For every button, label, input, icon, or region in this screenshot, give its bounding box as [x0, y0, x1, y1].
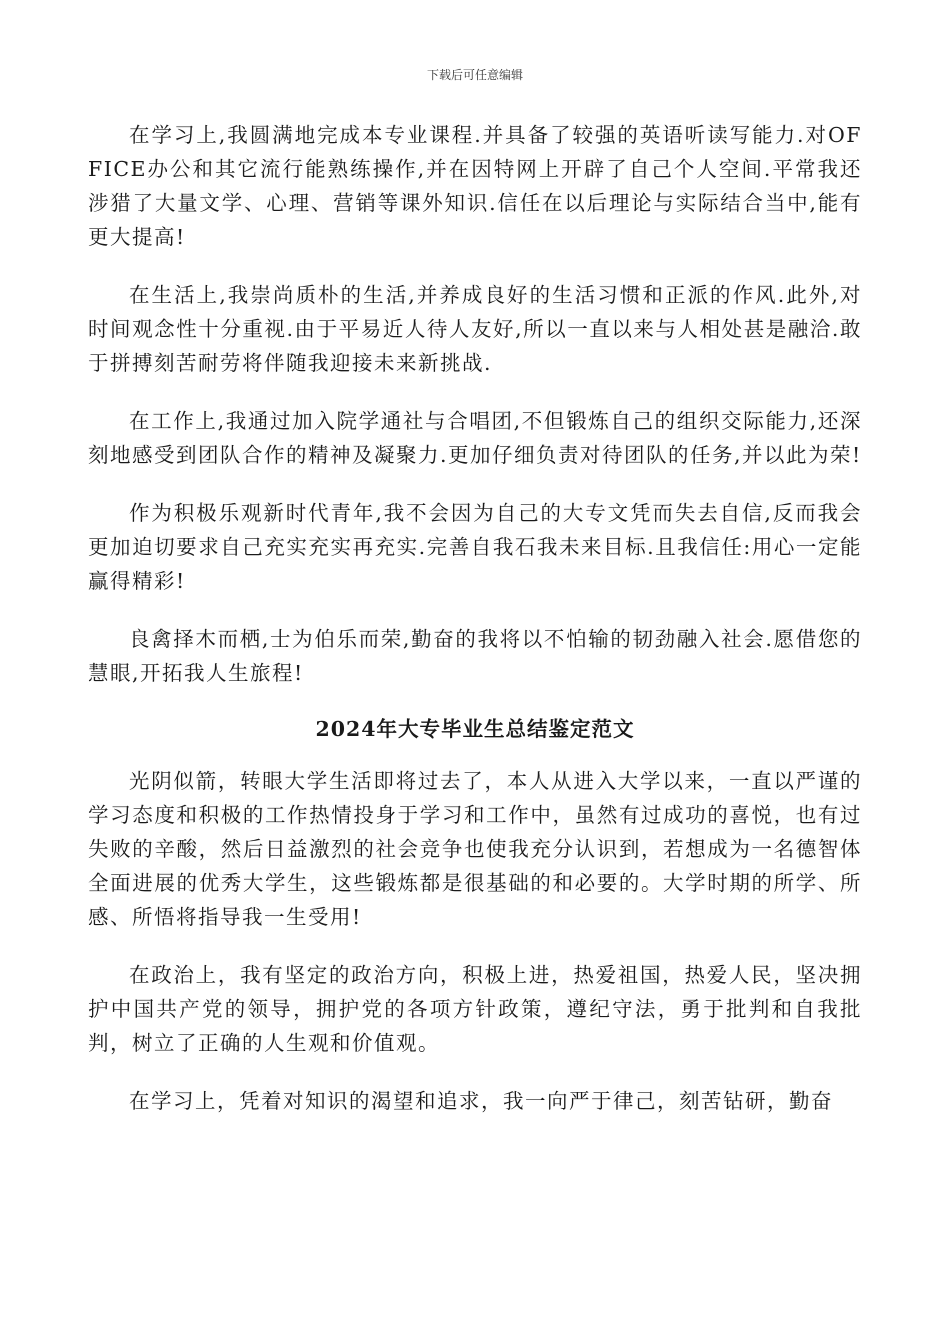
paragraph-life: 在生活上,我崇尚质朴的生活,并养成良好的生活习惯和正派的作风.此外,对时间观念性十分重视.由于平易近人待人友好,所以一直以来与人相处甚是融洽.敢于拼搏刻苦耐劳将伴随我迎接未来新挑战.: [88, 283, 862, 375]
paragraph-work: 在工作上,我通过加入院学通社与合唱团,不但锻炼自己的组织交际能力,还深刻地感受到团队合作的精神及凝聚力.更加仔细负责对待团队的任务,并以此为荣!: [88, 409, 862, 467]
paragraph-study: 在学习上,我圆满地完成本专业课程.并具备了较强的英语听读写能力.对OFFICE办公和其它流行能熟练操作,并在因特网上开辟了自己个人空间.平常我还涉猎了大量文学、心理、营销等课外知识.信任在以后理论与实际结合当中,能有更大提高!: [88, 123, 862, 249]
paragraph-closing: 良禽择木而栖,士为伯乐而荣,勤奋的我将以不怕输的韧劲融入社会.愿借您的慧眼,开拓我人生旅程!: [88, 627, 862, 685]
document-body: [88, 118, 862, 1142]
section-title: 2024年大专毕业生总结鉴定范文: [315, 717, 635, 741]
paragraph-attitude: 作为积极乐观新时代青年,我不会因为自己的大专文凭而失去自信,反而我会更加迫切要求自己充实充实再充实.完善自我石我未来目标.且我信任:用心一定能赢得精彩!: [88, 501, 862, 593]
paragraph-politics: 在政治上，我有坚定的政治方向，积极上进，热爱祖国，热爱人民，坚决拥护中国共产党的领导，拥护党的各项方针政策，遵纪守法，勇于批判和自我批判，树立了正确的人生观和价值观。: [88, 963, 862, 1055]
page-header-note: 下载后可任意编辑: [426, 68, 523, 82]
paragraph-intro: 光阴似箭，转眼大学生活即将过去了，本人从进入大学以来，一直以严谨的学习态度和积极的工作热情投身于学习和工作中，虽然有过成功的喜悦，也有过失败的辛酸，然后日益激烈的社会竞争也使我充分认识到，若想成为一名德智体全面进展的优秀大学生，这些锻炼都是很基础的和必要的。大学时期的所学、所感、所悟将指导我一生受用!: [88, 769, 862, 929]
paragraph-study-2: 在学习上，凭着对知识的渴望和追求，我一向严于律己，刻苦钻研，勤奋: [129, 1089, 833, 1113]
